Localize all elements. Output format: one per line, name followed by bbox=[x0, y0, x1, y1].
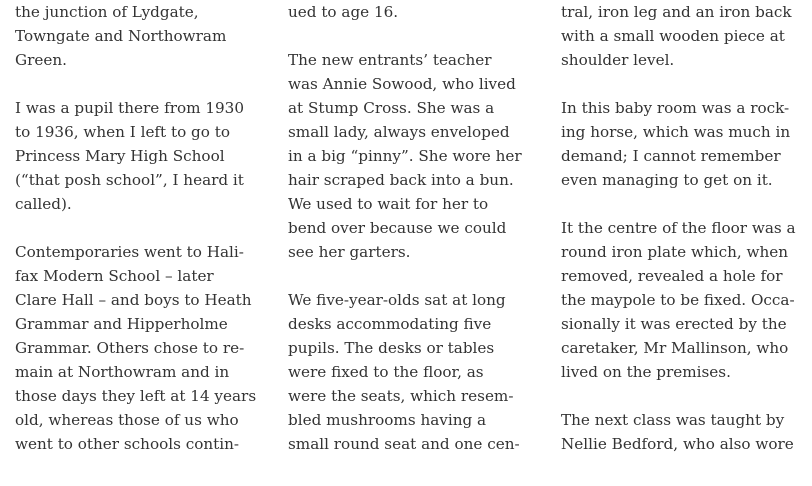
text-line: ing horse, which was much in bbox=[561, 123, 791, 141]
text-line: was Annie Sowood, who lived bbox=[288, 75, 516, 93]
text-line: were the seats, which resem- bbox=[288, 387, 514, 405]
text-line: ued to age 16. bbox=[288, 3, 399, 21]
paragraph-spacer bbox=[561, 384, 811, 408]
text-line: at Stump Cross. She was a bbox=[288, 99, 495, 117]
text-line: small lady, always enveloped bbox=[288, 123, 510, 141]
text-line: sionally it was erected by the bbox=[561, 315, 787, 333]
paragraph bbox=[288, 0, 538, 24]
text-line: old, whereas those of us who bbox=[15, 411, 239, 429]
text-line: desks accommodating five bbox=[288, 315, 492, 333]
text-line: those days they left at 14 years bbox=[15, 387, 257, 405]
paragraph bbox=[15, 96, 265, 216]
text-column-3 bbox=[561, 0, 811, 456]
text-line: in a big “pinny”. She wore her bbox=[288, 147, 522, 165]
text-column-1 bbox=[15, 0, 265, 456]
text-line: the junction of Lydgate, bbox=[15, 3, 199, 21]
paragraph bbox=[561, 0, 811, 72]
text-column-2 bbox=[288, 0, 538, 456]
text-line: I was a pupil there from 1930 bbox=[15, 99, 245, 117]
text-line: shoulder level. bbox=[561, 51, 675, 69]
text-line: Towngate and Northowram bbox=[15, 27, 227, 45]
text-line: The next class was taught by bbox=[561, 411, 785, 429]
text-line: round iron plate which, when bbox=[561, 243, 789, 261]
text-line: Nellie Bedford, who also wore bbox=[561, 435, 794, 453]
text-line: went to other schools contin- bbox=[15, 435, 240, 453]
paragraph-spacer bbox=[288, 24, 538, 48]
text-line: caretaker, Mr Mallinson, who bbox=[561, 339, 789, 357]
text-line: It the centre of the floor was a bbox=[561, 219, 796, 237]
paragraph bbox=[15, 240, 265, 456]
text-line: hair scraped back into a bun. bbox=[288, 171, 514, 189]
text-line: (“that posh school”, I heard it bbox=[15, 171, 244, 189]
text-line: Princess Mary High School bbox=[15, 147, 225, 165]
paragraph bbox=[561, 408, 811, 456]
paragraph bbox=[561, 216, 811, 384]
text-line: The new entrants’ teacher bbox=[288, 51, 492, 69]
paragraph-spacer bbox=[15, 72, 265, 96]
paragraph bbox=[288, 288, 538, 456]
text-line: were fixed to the floor, as bbox=[288, 363, 484, 381]
text-line: Green. bbox=[15, 51, 67, 69]
text-line: demand; I cannot remember bbox=[561, 147, 781, 165]
text-line: In this baby room was a rock- bbox=[561, 99, 790, 117]
text-line: called). bbox=[15, 195, 72, 213]
text-line: pupils. The desks or tables bbox=[288, 339, 495, 357]
text-line: lived on the premises. bbox=[561, 363, 731, 381]
text-line: with a small wooden piece at bbox=[561, 27, 785, 45]
text-line: Clare Hall – and boys to Heath bbox=[15, 291, 252, 309]
text-line: bled mushrooms having a bbox=[288, 411, 487, 429]
paragraph-spacer bbox=[288, 264, 538, 288]
paragraph-spacer bbox=[15, 216, 265, 240]
text-line: We five-year-olds sat at long bbox=[288, 291, 506, 309]
text-line: tral, iron leg and an iron back bbox=[561, 3, 792, 21]
text-line: to 1936, when I left to go to bbox=[15, 123, 230, 141]
paragraph-spacer bbox=[561, 72, 811, 96]
paragraph bbox=[561, 96, 811, 192]
text-line: Grammar. Others chose to re- bbox=[15, 339, 245, 357]
text-line: even managing to get on it. bbox=[561, 171, 773, 189]
text-line: Contemporaries went to Hali- bbox=[15, 243, 244, 261]
paragraph bbox=[288, 48, 538, 264]
text-line: removed, revealed a hole for bbox=[561, 267, 783, 285]
text-line: the maypole to be fixed. Occa- bbox=[561, 291, 795, 309]
text-line: main at Northowram and in bbox=[15, 363, 230, 381]
text-line: see her garters. bbox=[288, 243, 411, 261]
paragraph-spacer bbox=[561, 192, 811, 216]
text-line: bend over because we could bbox=[288, 219, 507, 237]
text-line: small round seat and one cen- bbox=[288, 435, 520, 453]
paragraph bbox=[15, 0, 265, 72]
text-line: We used to wait for her to bbox=[288, 195, 489, 213]
text-line: fax Modern School – later bbox=[15, 267, 214, 285]
text-line: Grammar and Hipperholme bbox=[15, 315, 228, 333]
